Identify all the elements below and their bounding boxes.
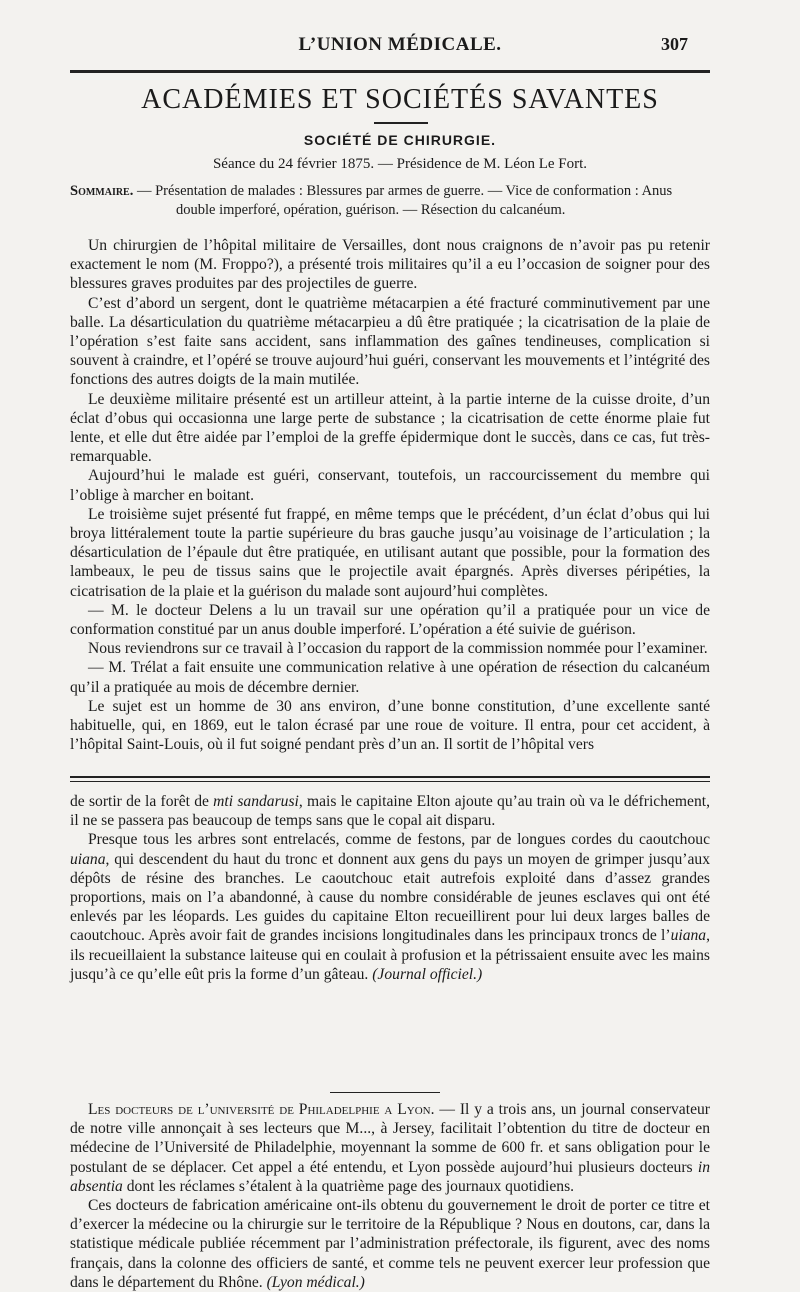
paragraph: Le sujet est un homme de 30 ans environ, d’une bonne constitution, d’une excellente santé habituelle, qui, en 1869, eut le talon écrasé par une roue de voiture. Il entra, pour cet accident, à l’hôpital Saint-Louis, où il fut soigné pendant près d’un an. Il sortit de l’hôpital vers xyxy=(70,697,710,754)
paragraph: Le troisième sujet présenté fut frappé, en même temps que le précédent, d’un éclat d’obus qui lui broya littéralement toute la partie supérieure du bras gauche jusqu’au voisinage de l’articulation ; la désarticulation de l’épaule dut être pratiquée, en utilisant autant que possible, pour la formation des lambeaux, le peu de tissus sains que le projectile avait épargnés. Après diverses péripéties, la cicatrisation de la plaie et la guérison du malade sont aujourd’hui complètes. xyxy=(70,505,710,600)
text-run: , qui descendent du haut du tronc et donnent aux gens du pays un moyen de grimper jusqu’aux dépôts de résine des branches. Le caoutchouc etait autrefois exploité dans d’assez grandes proportions, mais on l’a abandonné, à cause du nombre considérable de jeunes esclaves qui ont été enlevés par les léopards. Les guides du capitaine Elton recueillirent pour lui deux larges balles de caoutchouc. Après avoir fait de grandes incisions longitudinales dans les principaux troncs de l’ xyxy=(70,850,710,945)
paragraph xyxy=(70,830,710,984)
news-body xyxy=(70,1100,710,1292)
running-header: L’UNION MÉDICALE. xyxy=(298,34,502,55)
text-run: , ils recueillaient la substance laiteuse qui en coulait à profusion et la pétrissaient ensuite avec les mains jusqu’à ce qu’elle eût pris la forme d’un gâteau. xyxy=(70,927,710,983)
text-run: dont les réclames s’étalent à la quatrième page des journaux quotidiens. xyxy=(122,1177,575,1195)
summary-label: Sommaire. xyxy=(70,183,134,199)
text-run: Ces docteurs de fabrication américaine ont-ils obtenu du gouvernement le droit de porter ce titre et d’exercer la médecine ou la chirurgie sur le territoire de la République ? Nous en doutons, car, dans la statistique médicale publiée récemment par l’administration préfectorale, ils figurent, avec des noms français, dans la colonne des officiers de santé, et comme tels ne peuvent exercer leur profession que dans le département du Rhône. xyxy=(70,1197,710,1291)
paragraph xyxy=(70,1196,710,1292)
society-name: SOCIÉTÉ DE CHIRURGIE. xyxy=(303,132,497,148)
summary xyxy=(70,182,710,220)
feuilleton-body xyxy=(70,792,710,984)
separator-rule xyxy=(330,1092,440,1093)
article-body xyxy=(70,236,710,754)
text-run: — Il y a trois ans, un journal conservateur de notre ville annonçait à ses lecteurs que M..., à Jersey, facilitait l’obtention du titre de docteur en médecine de l’Université de Philadelphie, moyennant la somme de 600 fr. et sans obligation pour le postulant de se déplacer. Cet appel a été entendu, et Lyon possède aujourd’hui plusieurs docteurs xyxy=(70,1101,710,1176)
source-citation: (Lyon médical.) xyxy=(266,1273,365,1291)
italic-term: uiana xyxy=(670,927,707,945)
news-heading: Les docteurs de l’université de Philadelphie a Lyon. xyxy=(88,1101,435,1118)
paragraph xyxy=(70,1100,710,1196)
paragraph: Nous reviendrons sur ce travail à l’occasion du rapport de la commission nommée pour l’examiner. xyxy=(88,640,708,658)
italic-term: uiana xyxy=(70,850,106,868)
section-title-rule xyxy=(374,122,428,124)
paragraph: C’est d’abord un sergent, dont le quatrième métacarpien a été fracturé comminutivement par une balle. La désarticulation du quatrième métacarpieu a dû être pratiquée ; la cicatrisation de la plaie de l’opération s’est faite sans accident, sans inflammation des gaînes tendineuses, complication si souvent à craindre, et l’opéré se trouve aujourd’hui guéri, conservant les mouvements et l’intégrité des fonctions des autres doigts de la main mutilée. xyxy=(70,294,710,389)
source-citation: (Journal officiel.) xyxy=(372,965,483,983)
italic-term: in absentia xyxy=(70,1158,710,1195)
paragraph xyxy=(70,792,710,830)
text-run: de sortir de la forêt de xyxy=(70,793,214,810)
paragraph: — M. le docteur Delens a lu un travail sur une opération qu’il a pratiquée pour un vice de conformation constitué par un anus double imperforé. L’opération a été suivie de guérison. xyxy=(70,601,710,639)
header-rule xyxy=(70,70,710,73)
feuilleton-rule xyxy=(70,776,710,778)
summary-line-2: double imperforé, opération, guérison. — Résection du calcanéum. xyxy=(176,202,566,218)
paragraph: — M. Trélat a fait ensuite une communication relative à une opération de résection du calcanéum qu’il a pratiquée au mois de décembre dernier. xyxy=(70,659,710,696)
italic-term: mti sandarusi xyxy=(213,793,299,810)
paragraph: Le deuxième militaire présenté est un artilleur atteint, à la partie interne de la cuisse droite, d’un éclat d’obus qui occasionna une large perte de substance ; la cicatrisation de cette énorme plaie fut lente, et elle dut être aidée par l’emploi de la greffe épidermique dont le succès, dans ce cas, fut très-remarquable. xyxy=(70,390,710,466)
paragraph: Un chirurgien de l’hôpital militaire de Versailles, dont nous craignons de n’avoir pas pu retenir exactement le nom (M. Froppo?), a présenté trois militaires qu’il a eu l’occasion de soigner pour des blessures graves produites par des projectiles de guerre. xyxy=(70,237,710,293)
session-line: Séance du 24 février 1875. — Présidence de M. Léon Le Fort. xyxy=(212,156,588,172)
paragraph: Aujourd’hui le malade est guéri, conservant, toutefois, un raccourcissement du membre qui l’oblige à marcher en boitant. xyxy=(70,467,710,504)
summary-line-1: — Présentation de malades : Blessures par armes de guerre. — Vice de conformation : Anus xyxy=(133,183,673,199)
page-number: 307 xyxy=(661,34,688,54)
text-run: Presque tous les arbres sont entrelacés, comme de festons, par de longues cordes du caoutchouc xyxy=(88,831,710,849)
feuilleton-rule-thin xyxy=(70,781,710,782)
text-run: , mais le capitaine Elton ajoute qu’au train où va le défrichement, il ne se passera pas beaucoup de temps sans que le copal ait disparu. xyxy=(70,793,710,830)
section-title: ACADÉMIES ET SOCIÉTÉS SAVANTES xyxy=(141,84,659,115)
